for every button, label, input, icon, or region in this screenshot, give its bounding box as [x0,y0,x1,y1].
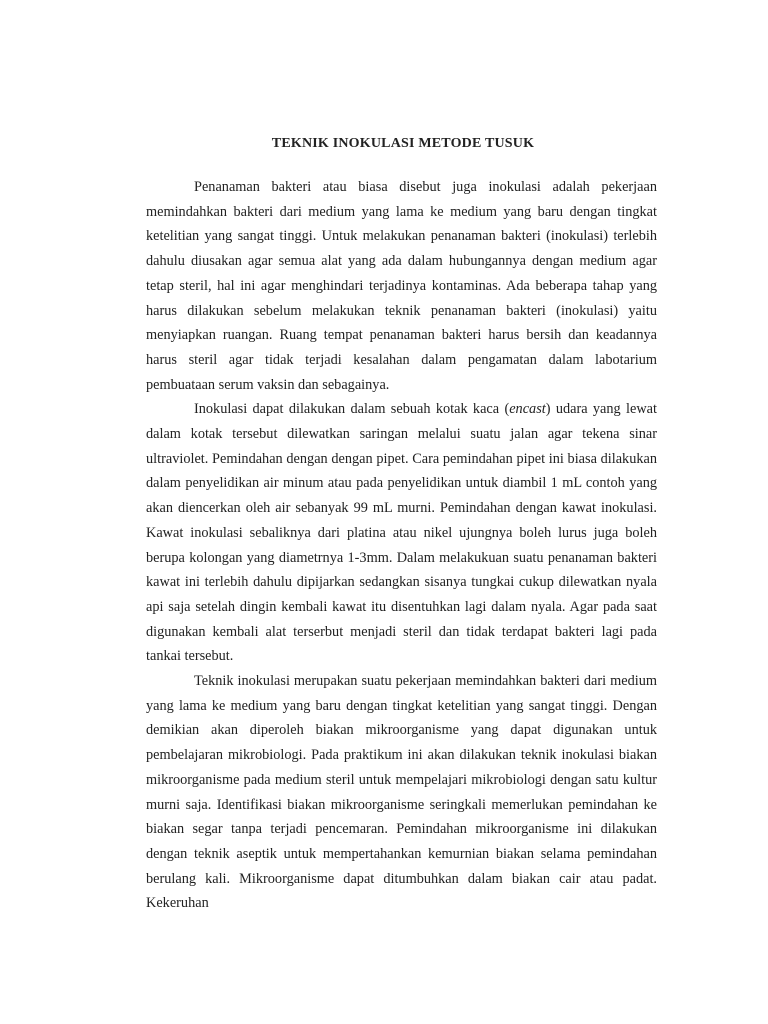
paragraph-text: Teknik inokulasi merupakan suatu pekerjaan memindahkan bakteri dari medium yang lama ke medium yang baru dengan tingkat ketelitian yang sangat tinggi. Dengan demikian akan diperoleh biakan mikroorganisme yang dapat digunakan untuk pembelajaran mikrobiologi. Pada praktikum ini akan dilakukan teknik inokulasi biakan mikroorganisme pada medium steril untuk mempelajari mikrobiologi dengan satu kultur murni saja. Identifikasi biakan mikroorganisme seringkali memerlukan pemindahan ke biakan segar tanpa terjadi pencemaran. Pemindahan mikroorganisme ini dilakukan dengan teknik aseptik untuk mempertahankan kemurnian biakan selama pemindahan berulang kali. Mikroorganisme dapat ditumbuhkan dalam biakan cair atau padat. Kekeruhan [146,673,657,912]
document-body [146,175,657,916]
paragraph-text: Penanaman bakteri atau biasa disebut juga inokulasi adalah pekerjaan memindahkan bakteri dari medium yang lama ke medium yang baru dengan tingkat ketelitian yang sangat tinggi. Untuk melakukan penanaman bakteri (inokulasi) terlebih dahulu diusakan agar semua alat yang ada dalam hubungannya dengan medium agar tetap steril, hal ini agar menghindari terjadinya kontaminas. Ada beberapa tahap yang harus dilakukan sebelum melakukan teknik penanaman bakteri (inokulasi) yaitu menyiapkan ruangan. Ruang tempat penanaman bakteri harus bersih dan keadannya harus steril agar tidak terjadi kesalahan dalam pengamatan dalam labotarium pembuataan serum vaksin dan sebagainya. [146,179,657,393]
paragraph-3 [146,669,657,916]
paragraph-1 [146,175,657,397]
paragraph-2 [146,397,657,669]
paragraph-text: ) udara yang lewat dalam kotak tersebut dilewatkan saringan melalui suatu jalan agar tekena sinar ultraviolet. Pemindahan dengan dengan pipet. Cara pemindahan pipet ini biasa dilakukan dalam penyelidikan air minum atau pada penyelidikan untuk diambil 1 mL contoh yang akan diencerkan oleh air sebanyak 99 mL murni. Pemindahan dengan kawat inokulasi. Kawat inokulasi sebaliknya dari platina atau nikel ujungnya boleh lurus juga boleh berupa kolongan yang diametrnya 1-3mm. Dalam melakukuan suatu penanaman bakteri kawat ini terlebih dahulu dipijarkan sedangkan sisanya tungkai cukup dilewatkan nyala api saja setelah dingin kembali kawat itu disentuhkan lagi dalam nyala. Agar pada saat digunakan kembali alat terserbut menjadi steril dan tidak terdapat bakteri lagi pada tankai tersebut. [146,401,657,665]
paragraph-text: Inokulasi dapat dilakukan dalam sebuah kotak kaca ( [194,401,510,418]
document-title: TEKNIK INOKULASI METODE TUSUK [271,136,535,151]
italic-term: encast [509,401,546,418]
